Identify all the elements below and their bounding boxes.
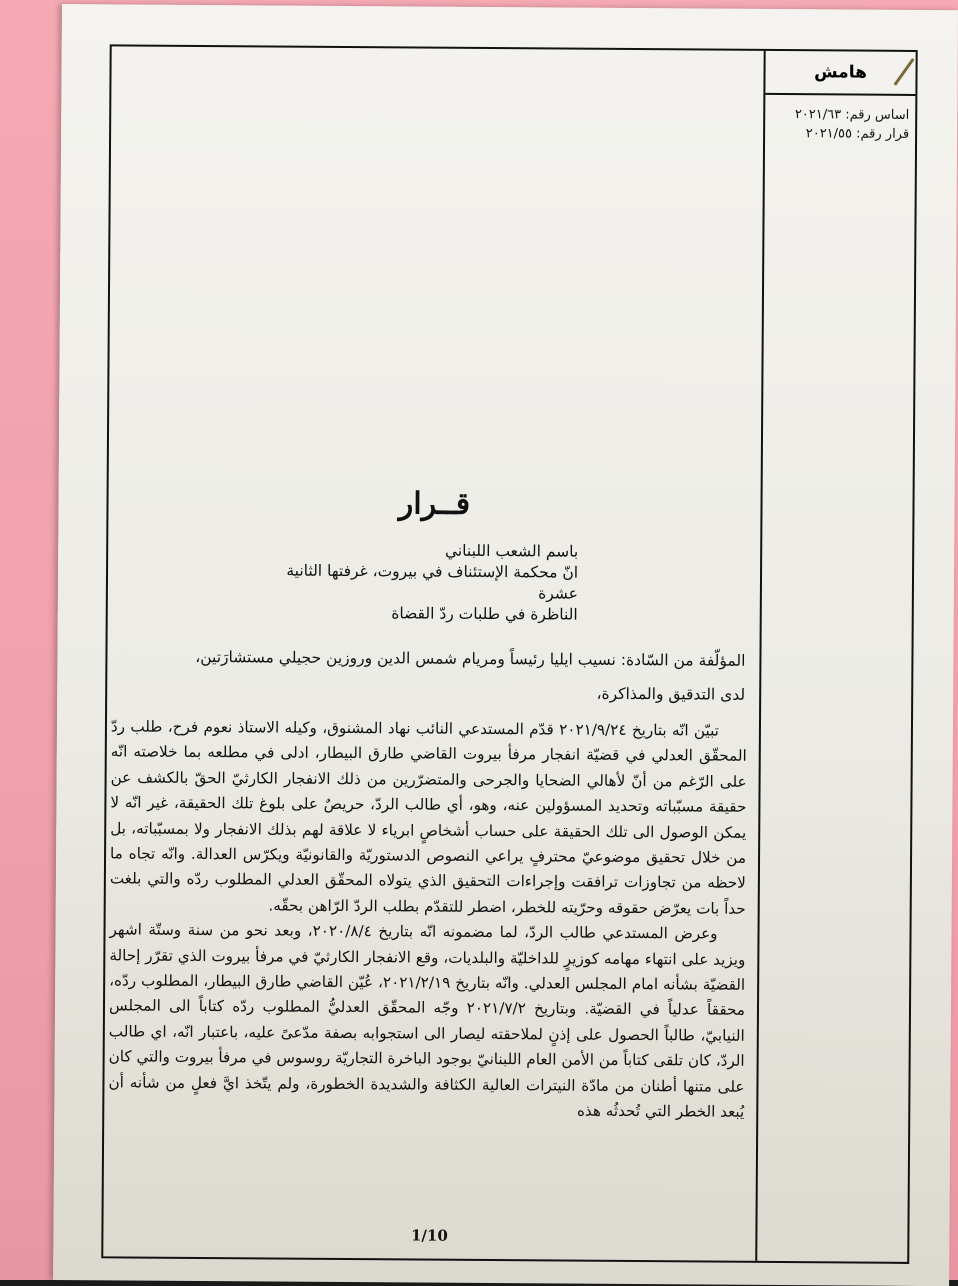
base-number: اساس رقم: ٢٠٢١/٦٣ [794, 107, 910, 123]
body-paragraph: وعرض المستدعي طالب الردّ، لما مضمونه انّه بتاريخ ٢٠٢٠/٨/٤، وبعد نحو من سنة وستّة اشهر ويزيد على انتهاء مهامه كوزيرٍ للداخليّة والبلديات، وقع الانفجار الكارثيّ في مرفأ بيروت الذي تقرّر إحالة القضيّة بشأنه امام المجلس العدلي. وانّه بتاريخ ٢٠٢١/٢/١٩، عُيّن القاضي طارق البيطار، المطلوب ردّه، محققاً عدلياً في القضيّة. وبتاريخ ٢٠٢١/٧/٢ وجّه المحقّق العدليُّ المطلوب ردّه كتاباً الى المجلس النيابيّ، طالباً الحصول على إذنٍ لملاحقته ليصار الى استجوابه بصفة مدّعىً عليه، باعتبار انّه، اي طالب الردّ، كان تلقى كتاباً من الأمن العام اللبنانيّ بوجود الباخرة التجاريّة روسوس في مرفأ بيروت والتي كان على متنها أطنان من مادّة النيترات العالية الكثافة والشديدة الخطورة، ولم يتّخذ ايَّ فعلٍ من شأنه أن يُبعد الخطر التي تُحدثُه هذه [108, 920, 746, 1121]
heading-line: باسم الشعب اللبناني [444, 541, 579, 561]
body-paragraph: تبيّن انّه بتاريخ ٢٠٢١/٩/٢٤ قدّم المستدعي النائب نهاد المشنوق، وكيله الاستاذ نعوم فرح، طلب ردّ المحقّق العدلي في قضيّة انفجار مرفأ بيروت القاضي طارق البيطار، ادلى في مطلعه بما خلاصته انّه على الرّغم من أنّ لأهالي الضحايا والجرحى والمتضرّرين من ذلك الانفجار الكارثيّ الحقّ بالكشف عن حقيقة مسبّباته وتحديد المسؤولين عنه، وهو، أي طالب الردّ، حريصٌ على بلوغ تلك الحقيقة، غير انّه لا يمكن الوصول الى تلك الحقيقة على حساب أشخاصٍ ابرياء لا علاقة لهم بذلك الانفجار ولا بمسبّباته، بل من خلال تحقيق موضوعيّ محترفٍ يراعي النصوص الدستوريّة والقانونيّة ويكرّس العدالة. وانّه تجاه ما لاحظه من تجاوزات ترافقت وإجراءات التحقيق الذي يتولاه المحقّق العدلي المطلوب ردّه والتي بلغت حداً بات يعرّض حقوقه وحرّيته للخطر، اضطر للتقدّم بطلب الردّ الرّاهن بحقّه. [109, 717, 747, 918]
heading-line: انّ محكمة الإستئناف في بيروت، غرفتها الثانية عشرة [286, 561, 579, 603]
decision-body [108, 714, 747, 1125]
main-column [103, 46, 763, 1261]
composition-line: المؤلّفة من السّادة: نسيب ايليا رئيساً ومريام شمس الدين وروزين حجيلي مستشارَتين، [195, 647, 746, 670]
pen-mark-icon [894, 58, 915, 86]
decision-number: قرار رقم: ٢٠٢١/٥٥ [805, 126, 910, 142]
margin-column [755, 51, 915, 1262]
document-title: قــرار [398, 486, 471, 522]
margin-header [765, 51, 915, 96]
page-number: 1/10 [410, 1226, 448, 1245]
margin-notes [765, 95, 915, 144]
review-line: لدى التدقيق والمذاكرة، [596, 684, 746, 704]
court-composition [105, 639, 745, 711]
heading-line: الناظرة في طلبات ردّ القضاة [391, 604, 578, 624]
page-frame [101, 44, 917, 1264]
court-heading [258, 539, 579, 625]
document-page [53, 4, 958, 1286]
margin-header-label: هامش [814, 62, 867, 83]
